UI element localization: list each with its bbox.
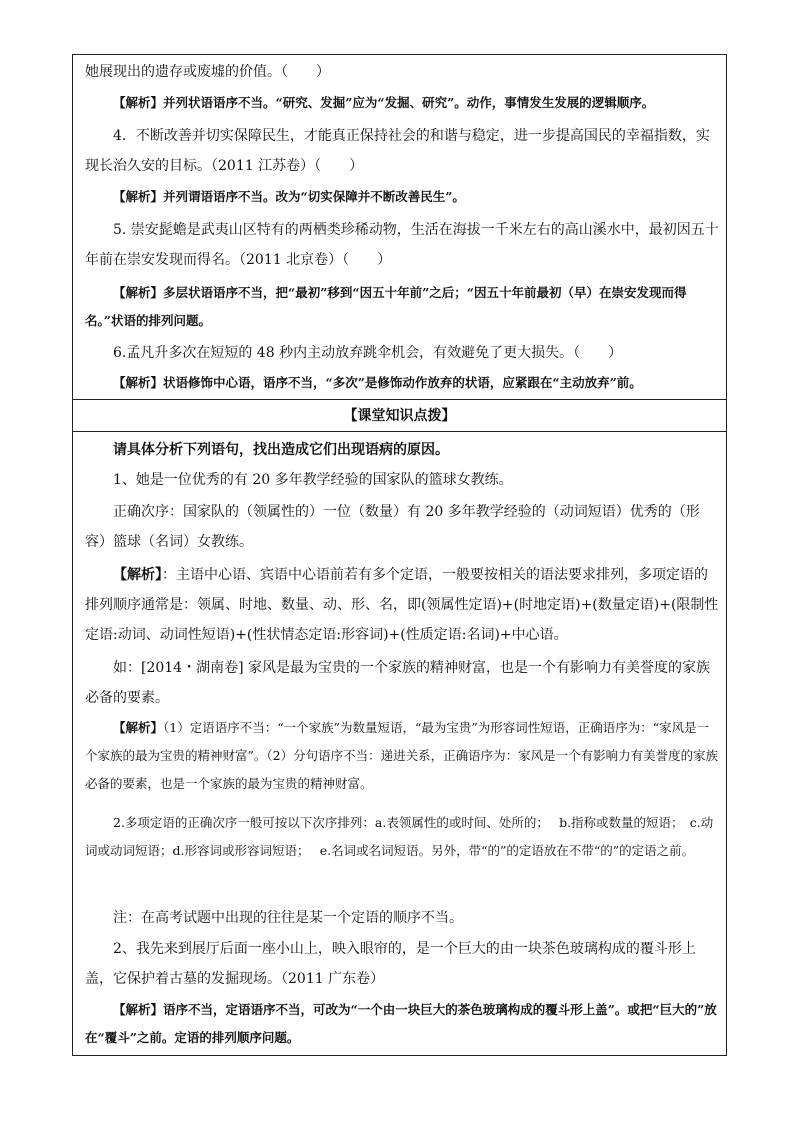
question-3-tail: 她展现出的遗存或废墟的价值。（ ） <box>85 64 330 80</box>
hunan-analysis: 【解析】（1）定语语序不当：“一个家族”为数量短语，“最为宝贵”为形容词性短语，正确语序为：“家风是一个家族的最为宝贵的精神财富”。（2）分句语序不当：递进关系，正确语序为：家风是一个有影响力有美誉度的家族必备的要素，也是一个家族的最为宝贵的精神财富。 <box>85 720 719 791</box>
exercise-section <box>73 55 726 400</box>
question-5: 5. 崇安髭蟾是武夷山区特有的两栖类珍稀动物，生活在海拔一千米左右的高山溪水中，最初因五十年前在崇安发现而得名。（2011 北京卷）（ ） <box>85 222 719 268</box>
answer-3: 【解析】并列状语语序不当。“研究、发掘”应为“发掘、研究”。动作，事情发生发展的逻辑顺序。 <box>113 95 655 110</box>
example-2: 2、我先来到展厅后面一座小山上，映入眼帘的，是一个巨大的由一块茶色玻璃构成的覆斗形上盖，它保护着古墓的发掘现场。（2011 广东卷） <box>85 941 696 987</box>
example-1-analysis: 【解析】：主语中心语、宾语中心语前若有多个定语，一般要按相关的语法要求排列，多项定语的排列顺序通常是：领属、时地、数量、动、形、名，即(领属性定语)+(时地定语)+(数量定语)+(限制性定语:动词、动词性短语)+(性状情态定语:形容词)+(性质定语:名词)+中心语。 <box>85 567 719 643</box>
exam-note: 注：在高考试题中出现的往往是某一个定语的顺序不当。 <box>113 910 463 926</box>
example-1-correct-order: 正确次序：国家队的（领属性的）一位（数量）有 20 多年教学经验的（动词短语）优秀的（形容）篮球（名词）女教练。 <box>85 504 700 550</box>
section-title: 【课堂知识点拨】 <box>73 400 726 432</box>
hunan-example: 如：[2014・湖南卷] 家风是最为宝贵的一个家族的精神财富，也是一个有影响力有美誉度的家族必备的要素。 <box>85 660 711 706</box>
page-frame <box>72 54 727 1056</box>
intro-instruction: 请具体分析下列语句，找出造成它们出现语病的原因。 <box>113 442 449 458</box>
attribute-order-rule: 2.多项定语的正确次序一般可按以下次序排列：a.表领属性的或时间、处所的； b.指称或数量的短语； c.动词或动词短语；d.形容词或形容词短语； e.名词或名词短语。另外，带“的”的定语放在不带“的”的定语之前。 <box>85 815 714 858</box>
answer-5: 【解析】多层状语语序不当，把“最初”移到“因五十年前”之后；“因五十年前最初（早）在崇安发现而得名。”状语的排列问题。 <box>85 285 687 328</box>
question-4: 4．不断改善并切实保障民生，才能真正保持社会的和谐与稳定，进一步提高国民的幸福指数，实现长治久安的目标。（2011 江苏卷）（ ） <box>85 128 710 174</box>
answer-4: 【解析】并列谓语语序不当。改为“切实保障并不断改善民生”。 <box>113 189 465 204</box>
example-2-analysis: 【解析】语序不当，定语语序不当，可改为“一个由一块巨大的茶色玻璃构成的覆斗形上盖”。或把“巨大的”放在“覆斗”之前。定语的排列顺序问题。 <box>85 1002 717 1045</box>
answer-6: 【解析】状语修饰中心语，语序不当，“多次”是修饰动作放弃的状语，应紧跟在“主动放弃”前。 <box>113 375 642 390</box>
example-1: 1、她是一位优秀的有 20 多年教学经验的国家队的篮球女教练。 <box>113 472 513 488</box>
question-6: 6.孟凡升多次在短短的 48 秒内主动放弃跳伞机会，有效避免了更大损失。（ ） <box>113 345 623 361</box>
